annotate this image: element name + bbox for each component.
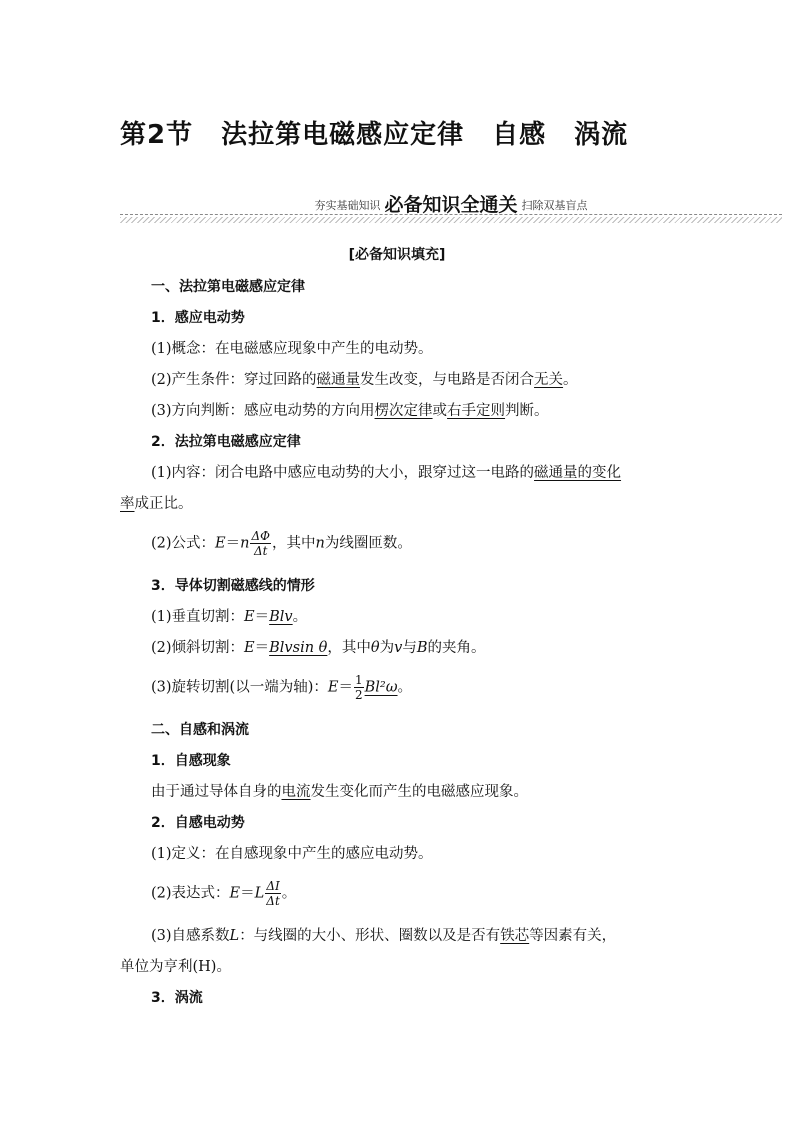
cutting-rotation: (3)旋转切割(以一端为轴)：E＝ $\frac{1}{2}$ Bl²ω。: [151, 673, 413, 702]
emf-concept: (1)概念：在电磁感应现象中产生的电动势。: [151, 341, 433, 357]
self-emf-definition: (1)定义：在自感现象中产生的感应电动势。: [151, 846, 433, 862]
subheading-cutting: 3．导体切割磁感线的情形: [151, 578, 315, 594]
subheading-emf: 1．感应电动势: [151, 310, 245, 326]
emf-direction: (3)方向判断：感应电动势的方向用楞次定律或右手定则判断。: [151, 403, 549, 419]
self-emf-formula: (2)表达式：E＝L $\frac{\Delta I}{\Delta t}$ 。: [151, 879, 297, 908]
banner-right-text: 扫除双基盲点: [521, 199, 588, 212]
fraction-dphi-dt: $\frac{\Delta\Phi}{\Delta t}$: [251, 529, 270, 558]
law-content-line2: 率成正比。: [120, 496, 193, 512]
fraction-one-half: $\frac{1}{2}$: [354, 673, 363, 702]
page-title: [120, 114, 628, 151]
fraction-di-dt: $\frac{\Delta I}{\Delta t}$: [266, 879, 280, 908]
box-title: [必备知识填充]: [348, 247, 446, 263]
title-part-2: 自感: [492, 120, 547, 150]
title-part-1: 法拉第电磁感应定律: [221, 120, 465, 150]
section-banner: [120, 190, 782, 226]
law-content-line1: (1)内容：闭合电路中感应电动势的大小，跟穿过这一电路的磁通量的变化: [151, 465, 622, 481]
subheading-self-emf: 2．自感电动势: [151, 815, 245, 831]
title-part-3: 涡流: [574, 120, 629, 150]
section-number: 第2节: [120, 120, 194, 150]
inductance-line2: 单位为亨利(H)。: [120, 959, 231, 975]
subheading-self-induction: 1．自感现象: [151, 753, 231, 769]
section-heading-1: 一、法拉第电磁感应定律: [151, 279, 305, 295]
subheading-eddy-current: 3．涡流: [151, 990, 203, 1006]
self-induction-definition: 由于通过导体自身的电流发生变化而产生的电磁感应现象。: [151, 784, 528, 800]
subheading-faraday-law: 2．法拉第电磁感应定律: [151, 434, 301, 450]
cutting-oblique: (2)倾斜切割：E＝Blvsin θ，其中θ为v与B的夹角。: [151, 640, 486, 656]
inductance-line1: (3)自感系数L：与线圈的大小、形状、圈数以及是否有铁芯等因素有关，: [151, 928, 617, 944]
cutting-perpendicular: (1)垂直切割：E＝Blv。: [151, 609, 308, 625]
banner-title: 必备知识全通关: [384, 194, 518, 216]
law-formula: (2)公式：E＝n $\frac{\Delta\Phi}{\Delta t}$ ，其中n为线圈匝数。: [151, 529, 412, 558]
banner-hatch: [120, 217, 782, 223]
emf-condition: (2)产生条件：穿过回路的磁通量发生改变，与电路是否闭合无关。: [151, 372, 578, 388]
banner-left-text: 夯实基础知识: [314, 199, 381, 212]
section-heading-2: 二、自感和涡流: [151, 722, 249, 738]
